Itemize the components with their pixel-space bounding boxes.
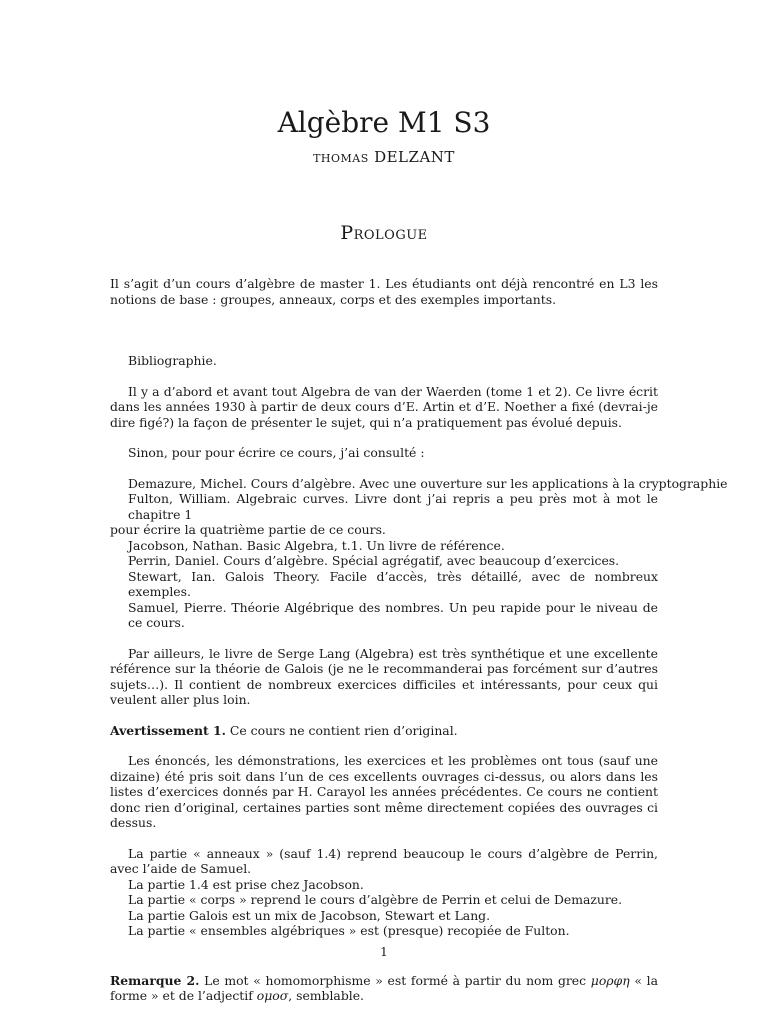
lang-paragraph: Par ailleurs, le livre de Serge Lang (Algebra) est très synthétique et une excellente référence sur la théorie de Galois (je ne le recommanderai pas forcément sur d’autres sujets…). Il contient de nombreux exercices difficiles et intéressants, pour ceux qui veulent aller plus loin. <box>110 645 658 707</box>
reference-item: Stewart, Ian. Galois Theory. Facile d’accès, très détaillé, avec de nombreux exemples. <box>128 568 658 599</box>
bibliography-heading: Bibliographie. <box>128 353 217 368</box>
remark-paragraph <box>110 973 658 1004</box>
reference-item: Fulton, William. Algebraic curves. Livre dont j’ai repris a peu près mot à mot le chapitre 1 <box>128 491 658 522</box>
sources-paragraph: Les énoncés, les démonstrations, les exercices et les problèmes ont tous (sauf une dizaine) été pris soit dans l’un de ces excellents ouvrages ci-dessus, ou alors dans les listes d’exercices donnés par H. Carayol les années précédentes. Ce cours ne contient donc rien d’original, certaines parties sont même directement copiées des ouvrages ci dessus. <box>110 753 658 830</box>
part-item: La partie « anneaux » (sauf 1.4) reprend beaucoup le cours d’algèbre de Perrin, avec l’aide de Samuel. <box>110 845 658 876</box>
warning-text: Ce cours ne contient rien d’original. <box>229 722 458 738</box>
warning-label: Avertissement 1. <box>110 722 226 738</box>
reference-item: Samuel, Pierre. Théorie Algébrique des nombres. Un peu rapide pour le niveau de ce cours. <box>128 599 658 630</box>
reference-item: Perrin, Daniel. Cours d’algèbre. Spécial agrégatif, avec beaucoup d’exercices. <box>128 553 620 568</box>
part-item: La partie Galois est un mix de Jacobson, Stewart et Lang. <box>128 907 491 923</box>
reference-item: Demazure, Michel. Cours d’algèbre. Avec une ouverture sur les applications à la cryptographie <box>128 475 728 491</box>
page-number: 1 <box>380 945 388 959</box>
author-last-name: DELZANT <box>374 148 455 166</box>
document-title: Algèbre M1 S3 <box>277 106 491 139</box>
remark-text-after: , semblable. <box>288 988 364 1003</box>
parts-list <box>110 846 658 939</box>
reference-item: Jacobson, Nathan. Basic Algebra, t.1. Un livre de référence. <box>128 537 505 553</box>
document-body <box>110 276 728 1004</box>
warning-paragraph <box>110 723 658 739</box>
part-item: La partie « ensembles algébriques » est (presque) recopiée de Fulton. <box>128 923 570 938</box>
remark-label: Remarque 2. <box>110 972 200 988</box>
author-first-name: thomas <box>313 148 369 166</box>
part-item: La partie 1.4 est prise chez Jacobson. <box>128 876 364 892</box>
greek-word-homos: ομοσ <box>256 988 289 1003</box>
greek-word-morphe: μορφη <box>590 972 630 988</box>
consulted-line: Sinon, pour pour écrire ce cours, j’ai consulté : <box>128 445 425 460</box>
intro-paragraph: Il s’agit d’un cours d’algèbre de master 1. Les étudiants ont déjà rencontré en L3 les notions de base : groupes, anneaux, corps et des exemples importants. <box>110 276 658 307</box>
remark-text-before: Le mot « homomorphisme » est formé à partir du nom grec <box>204 972 587 988</box>
bibliography-intro: Il y a d’abord et avant tout Algebra de van der Waerden (tome 1 et 2). Ce livre écrit dans les années 1930 à partir de deux cours d’E. Artin et d’E. Noether a fixé (devrai-je dire figé?) la façon de présenter le sujet, qui n’a pratiquement pas évolué depuis. <box>110 383 658 430</box>
section-title: Prologue <box>340 222 428 244</box>
author-name <box>0 148 768 166</box>
remark-text-middle: « la forme » et de l’adjectif <box>110 972 658 1003</box>
reference-item-continuation: pour écrire la quatrième partie de ce cours. <box>110 522 386 537</box>
reference-list <box>110 475 728 631</box>
part-item: La partie « corps » reprend le cours d’algèbre de Perrin et celui de Demazure. <box>128 892 623 907</box>
